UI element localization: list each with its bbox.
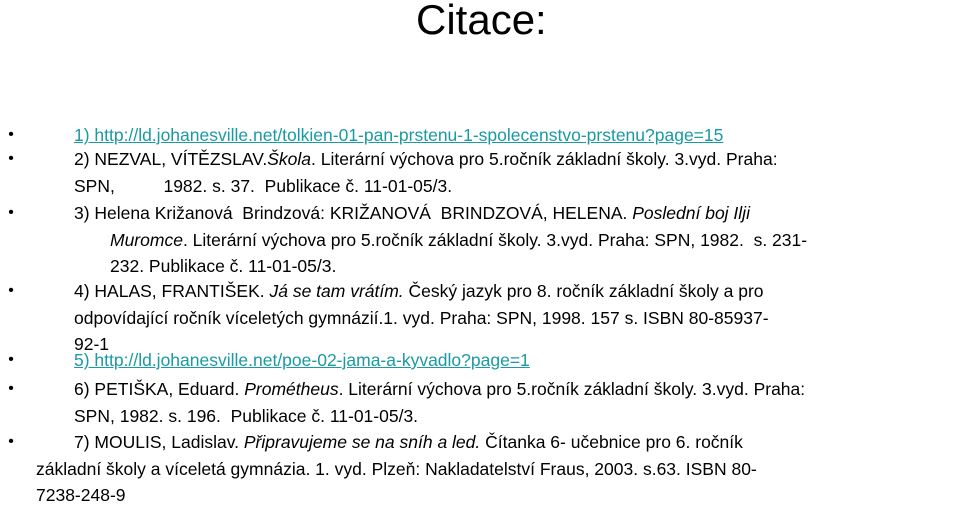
citation-line: 92-1 — [74, 334, 110, 354]
citation-line: 2) NEZVAL, VÍTĚZSLAV.Škola. Literární výchova pro 5.ročník základní školy. 3.vyd. Praha: — [74, 149, 778, 169]
page-title: Citace: — [416, 0, 547, 43]
citation-line: 232. Publikace č. 11-01-05/3. — [110, 256, 337, 276]
citation-line: Muromce. Literární výchova pro 5.ročník základní školy. 3.vyd. Praha: SPN, 1982. s. 231- — [110, 229, 808, 250]
citation-line: 7) MOULIS, Ladislav. Připravujeme se na sníh a led. Čítanka 6- učebnice pro 6. ročník — [74, 432, 743, 452]
bullet-icon: • — [8, 150, 14, 167]
citation-line: 6) PETIŠKA, Eduard. Prométheus. Literární výchova pro 5.ročník základní školy. 3.vyd. Praha: — [74, 379, 806, 399]
citation-link-1[interactable]: 1) http://ld.johanesville.net/tolkien-01-pan-prstenu-1-spolecenstvo-prstenu?page=15 — [74, 125, 724, 145]
citation-line: základní školy a víceletá gymnázia. 1. vyd. Plzeň: Nakladatelství Fraus, 2003. s.63. ISBN 80- — [36, 458, 757, 479]
citation-line: SPN, 1982. s. 37. Publikace č. 11-01-05/3. — [74, 175, 453, 196]
citation-link-5[interactable]: 5) http://ld.johanesville.net/poe-02-jama-a-kyvadlo?page=1 — [74, 350, 530, 370]
citation-item-2 — [8, 146, 954, 199]
citation-item-6 — [8, 376, 954, 429]
citation-item-3 — [8, 200, 954, 280]
bullet-icon: • — [8, 433, 14, 450]
citation-line: odpovídající ročník víceletých gymnázií.1. vyd. Praha: SPN, 1998. 157 s. ISBN 80-85937- — [74, 307, 769, 328]
bullet-icon: • — [8, 351, 14, 368]
bullet-icon: • — [8, 380, 14, 397]
citation-line: 7238-248-9 — [36, 485, 126, 505]
citation-item-1 — [8, 122, 954, 149]
bullet-icon: • — [8, 126, 14, 143]
citation-item-4 — [8, 278, 954, 358]
citation-line: 3) Helena Križanová Brindzová: KRIŽANOVÁ BRINDZOVÁ, HELENA. Poslední boj Ilji — [74, 203, 750, 223]
citation-line: 4) HALAS, FRANTIŠEK. Já se tam vrátím. Český jazyk pro 8. ročník základní školy a pro — [74, 281, 764, 301]
bullet-icon: • — [8, 204, 14, 221]
citation-line: SPN, 1982. s. 196. Publikace č. 11-01-05/3. — [74, 405, 419, 426]
citation-item-7 — [8, 429, 954, 509]
citation-item-5 — [8, 347, 954, 374]
bullet-icon: • — [8, 282, 14, 299]
